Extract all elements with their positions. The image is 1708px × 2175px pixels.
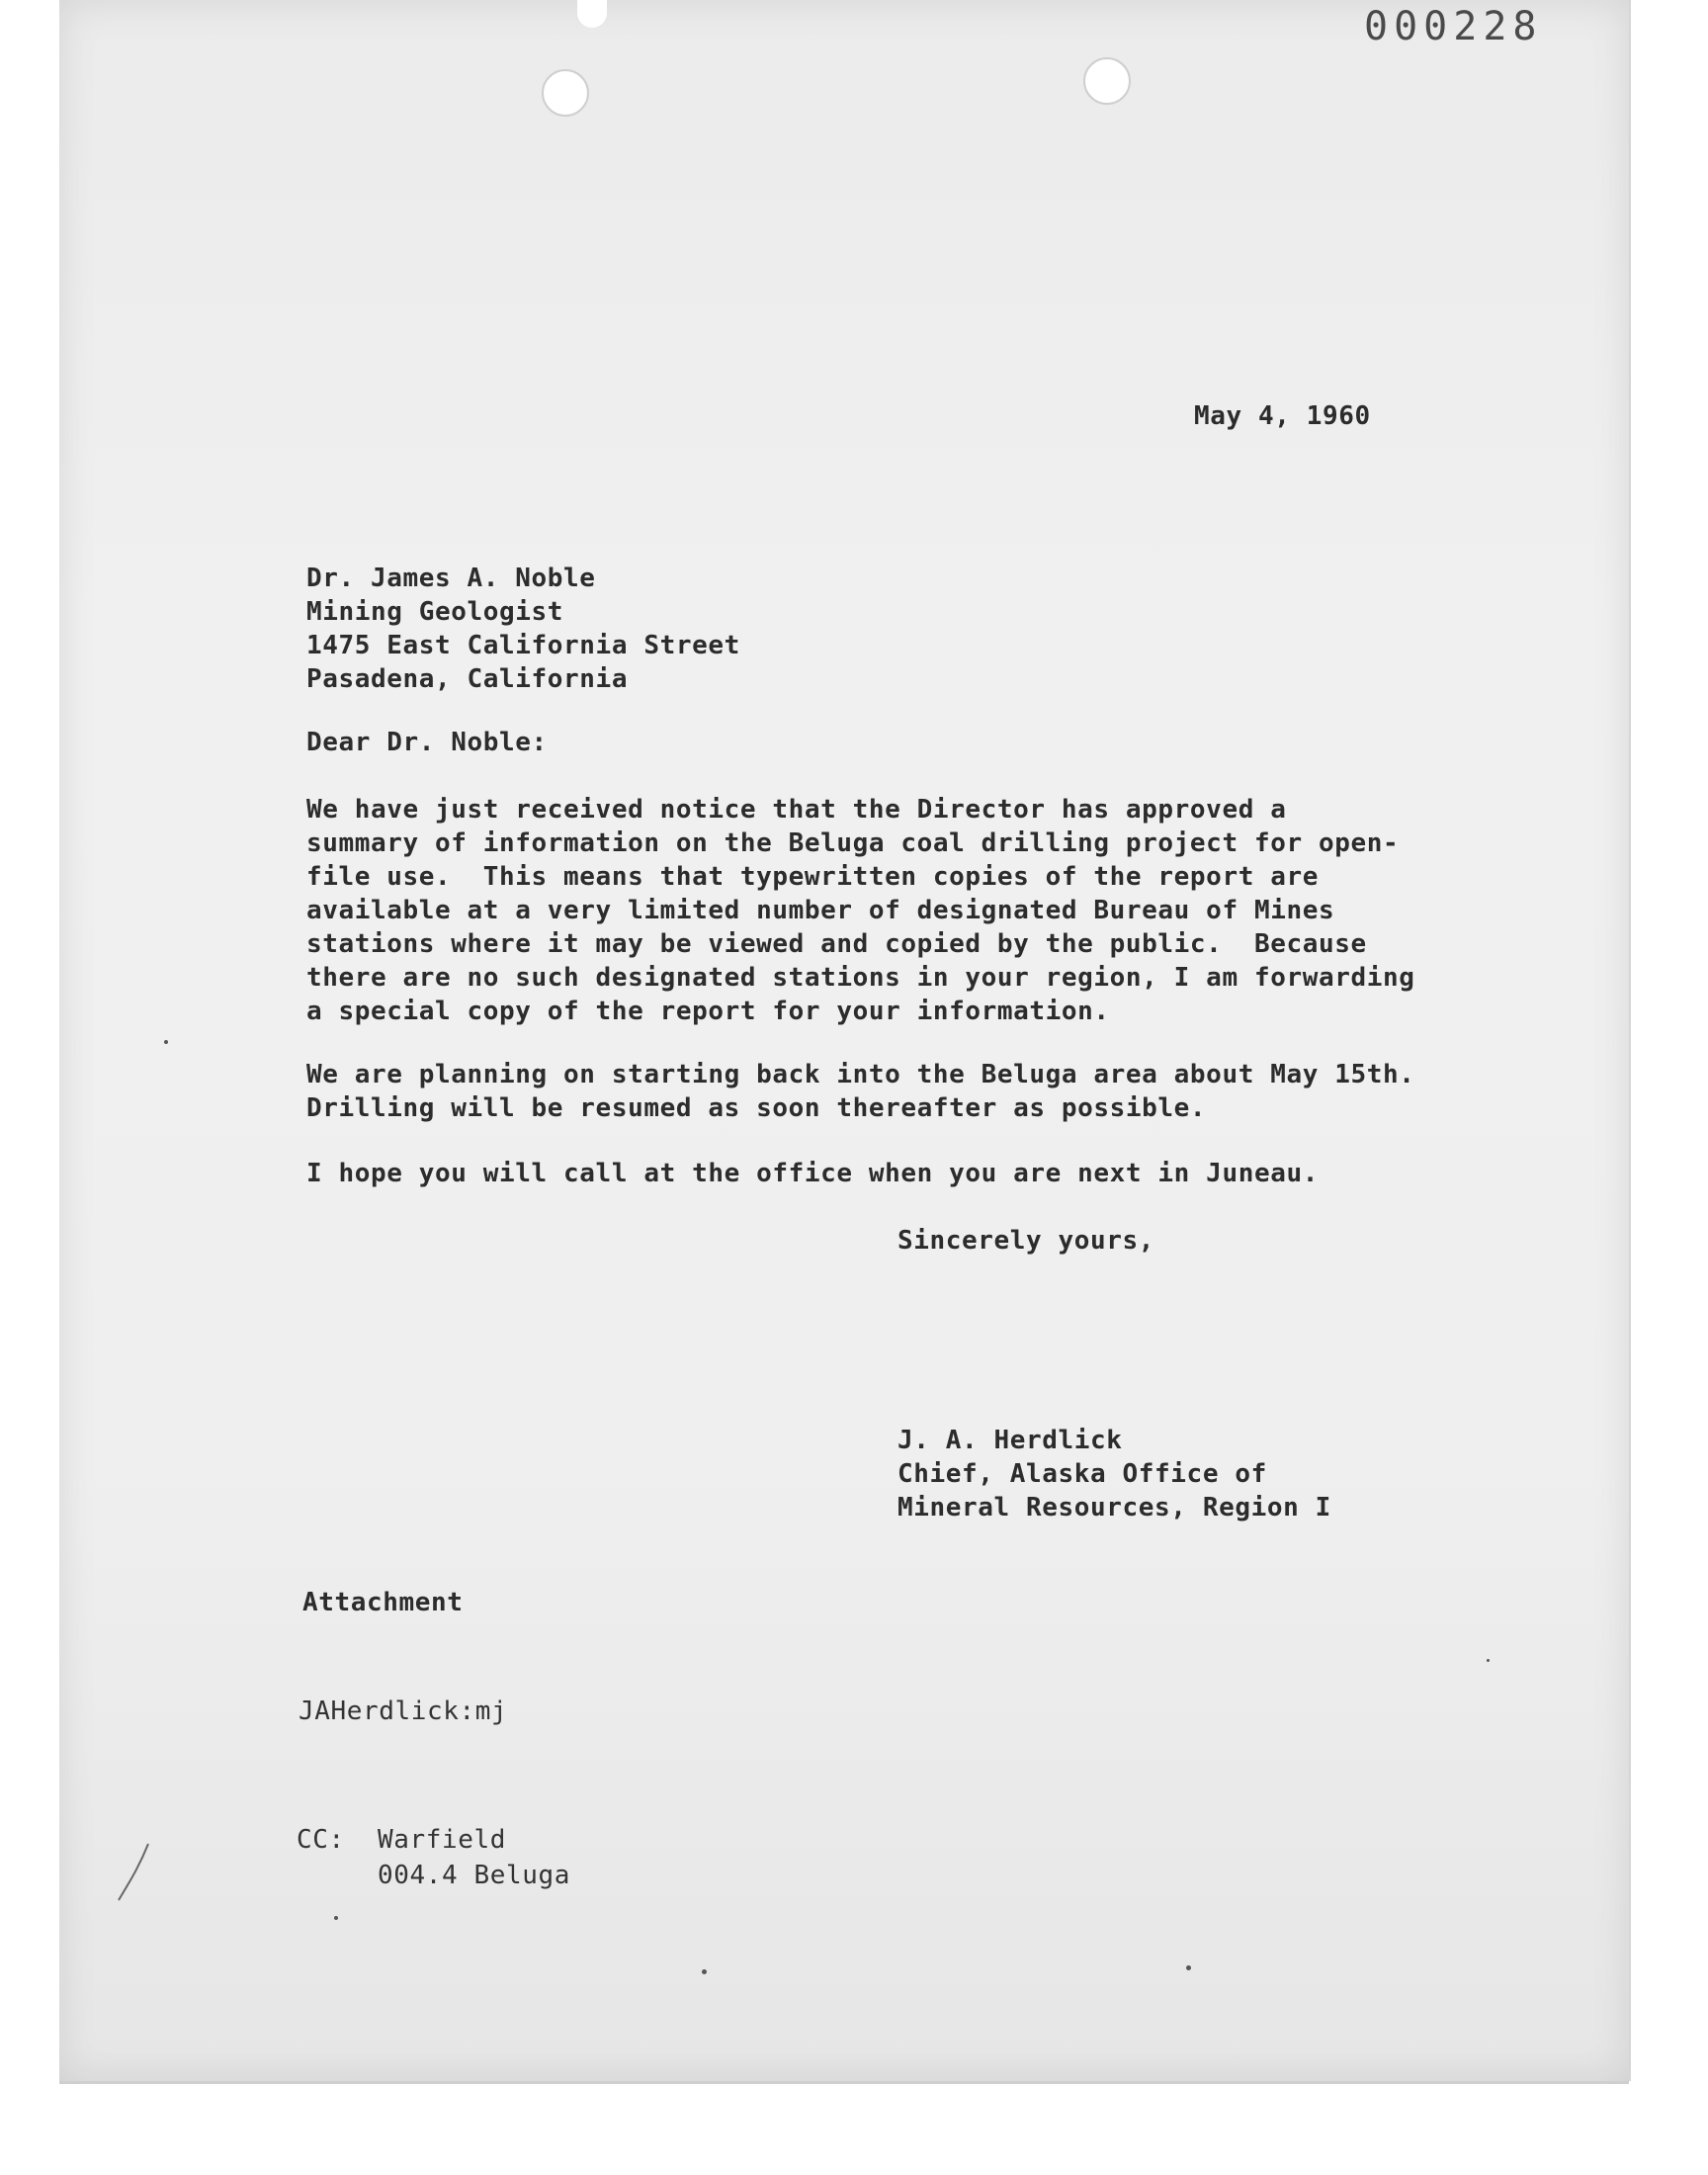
punch-hole (542, 69, 589, 117)
paper-speck (702, 1969, 707, 1974)
paper-speck (1487, 1659, 1490, 1662)
salutation: Dear Dr. Noble: (306, 728, 548, 757)
address-line: Mining Geologist (306, 597, 564, 627)
body-line: summary of information on the Beluga coal drilling project for open- (306, 828, 1400, 858)
attachment-note: Attachment (302, 1588, 464, 1617)
page-edge (59, 2081, 1629, 2084)
letter-page (59, 0, 1631, 2081)
pencil-mark (109, 1839, 168, 1908)
cc-recipient: 004.4 Beluga (378, 1861, 571, 1890)
signer-title: Chief, Alaska Office of (897, 1459, 1267, 1489)
signer-name: J. A. Herdlick (897, 1426, 1123, 1455)
cc-recipient: Warfield (378, 1825, 507, 1855)
document-number-stamp: 000228 (1364, 4, 1543, 49)
paper-speck (334, 1916, 338, 1920)
body-line: there are no such designated stations in your region, I am forwarding (306, 963, 1415, 993)
body-line: Drilling will be resumed as soon thereafter as possible. (306, 1093, 1207, 1123)
cc-label: CC: (297, 1825, 345, 1855)
address-line: 1475 East California Street (306, 631, 740, 660)
paper-speck (164, 1040, 168, 1044)
body-line: file use. This means that typewritten copies of the report are (306, 862, 1319, 892)
address-line: Dr. James A. Noble (306, 564, 596, 593)
body-line: We have just received notice that the Director has approved a (306, 795, 1287, 825)
signer-title: Mineral Resources, Region I (897, 1493, 1331, 1522)
body-line: We are planning on starting back into the Beluga area about May 15th. (306, 1060, 1415, 1089)
letter-date: May 4, 1960 (1194, 401, 1371, 431)
punch-hole (1083, 57, 1131, 105)
body-line: available at a very limited number of designated Bureau of Mines (306, 896, 1335, 925)
body-line: a special copy of the report for your information. (306, 997, 1110, 1026)
address-line: Pasadena, California (306, 664, 629, 694)
body-line: stations where it may be viewed and copied by the public. Because (306, 929, 1367, 959)
closing: Sincerely yours, (897, 1226, 1155, 1256)
reference-initials: JAHerdlick:mj (299, 1696, 508, 1726)
body-paragraph-3: I hope you will call at the office when you are next in Juneau. (306, 1159, 1319, 1188)
paper-speck (1186, 1965, 1191, 1970)
